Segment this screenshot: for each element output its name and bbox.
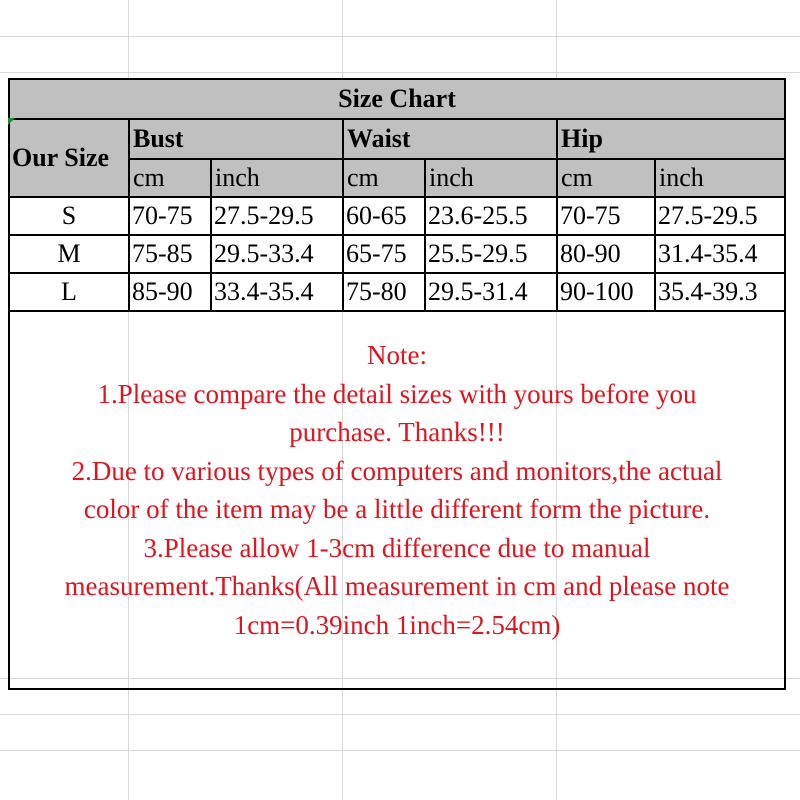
note-line: 1.Please compare the detail sizes with yours before you: [97, 378, 697, 409]
table-cell: 60-65: [343, 197, 425, 235]
size-chart-table: [8, 78, 786, 690]
note-row: [9, 311, 785, 689]
table-cell: 29.5-31.4: [425, 273, 557, 311]
cell-comment-indicator: [8, 118, 15, 125]
bust-header: Bust: [129, 119, 343, 159]
table-cell: 27.5-29.5: [655, 197, 785, 235]
table-cell: 75-80: [343, 273, 425, 311]
chart-title: Size Chart: [9, 79, 785, 119]
table-cell: 90-100: [557, 273, 655, 311]
hip-header: Hip: [557, 119, 785, 159]
gridline: [0, 72, 800, 73]
unit-header: inch: [425, 159, 557, 197]
note-line: purchase. Thanks!!!: [289, 417, 505, 447]
table-cell: 33.4-35.4: [211, 273, 343, 311]
table-row: [9, 235, 785, 273]
table-cell: 80-90: [557, 235, 655, 273]
note-line: measurement.Thanks(All measurement in cm and please note: [64, 571, 730, 601]
gridline: [0, 714, 800, 715]
table-cell: 27.5-29.5: [211, 197, 343, 235]
unit-header: inch: [655, 159, 785, 197]
gridline: [0, 750, 800, 751]
size-label: L: [9, 273, 129, 311]
unit-header: cm: [343, 159, 425, 197]
note-line: color of the item may be a little different form the picture.: [83, 494, 711, 524]
unit-header: cm: [129, 159, 211, 197]
table-cell: 25.5-29.5: [425, 235, 557, 273]
gridline: [0, 36, 800, 37]
size-label: S: [9, 197, 129, 235]
our-size-header: Our Size: [9, 119, 129, 197]
note-cell: [9, 311, 785, 689]
table-cell: 23.6-25.5: [425, 197, 557, 235]
note-line: 3.Please allow 1-3cm difference due to manual: [143, 532, 651, 563]
size-label: M: [9, 235, 129, 273]
note-line: 1cm=0.39inch 1inch=2.54cm): [233, 609, 561, 640]
table-cell: 35.4-39.3: [655, 273, 785, 311]
table-row: [9, 273, 785, 311]
table-row: [9, 197, 785, 235]
note-line: 2.Due to various types of computers and monitors,the actual: [71, 455, 723, 486]
title-row: [9, 79, 785, 119]
table-cell: 85-90: [129, 273, 211, 311]
group-header-row: [9, 119, 785, 159]
note-heading: Note:: [367, 340, 428, 370]
unit-header: cm: [557, 159, 655, 197]
table-cell: 70-75: [129, 197, 211, 235]
table-cell: 29.5-33.4: [211, 235, 343, 273]
table-cell: 31.4-35.4: [655, 235, 785, 273]
table-cell: 70-75: [557, 197, 655, 235]
unit-header: inch: [211, 159, 343, 197]
table-cell: 75-85: [129, 235, 211, 273]
table-cell: 65-75: [343, 235, 425, 273]
waist-header: Waist: [343, 119, 557, 159]
